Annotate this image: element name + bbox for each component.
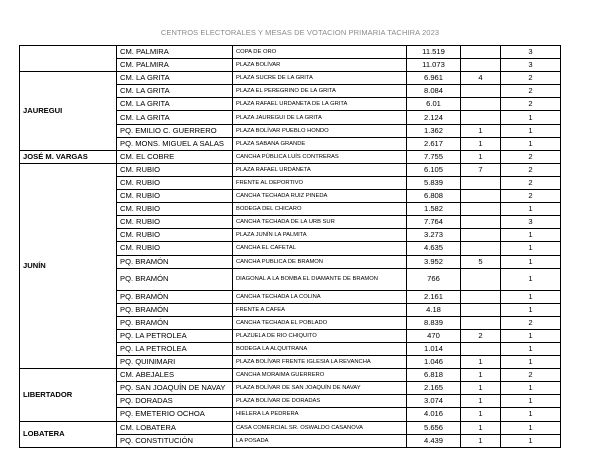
centro-cell: CANCHA TECHADA DE LA URB SUR (233, 216, 407, 229)
extra-count-cell (461, 316, 501, 329)
centro-cell: CANCHA PUBLICA DE BRAMON (233, 255, 407, 268)
centro-cell: PLAZA BOLÍVAR FRENTE IGLESIA LA REVANCHA (233, 356, 407, 369)
mesas-cell: 1 (501, 303, 561, 316)
table-row (20, 369, 561, 382)
mesas-cell: 1 (501, 268, 561, 290)
mesas-cell: 2 (501, 163, 561, 176)
centro-cell: PLAZA BOLÍVAR (233, 59, 407, 72)
electores-cell: 1.362 (407, 124, 461, 137)
parroquia-cell: PQ. EMILIO C. GUERRERO (117, 124, 233, 137)
centro-cell: PLAZA JAUREGUI DE LA GRITA (233, 111, 407, 124)
mesas-cell: 1 (501, 255, 561, 268)
extra-count-cell: 1 (461, 408, 501, 421)
centro-cell: CANCHA TECHADA LA COLINA (233, 290, 407, 303)
parroquia-cell: CM. EL COBRE (117, 150, 233, 163)
mesas-cell: 1 (501, 242, 561, 255)
electores-cell: 11.073 (407, 59, 461, 72)
table-row (20, 163, 561, 176)
centro-cell: CANCHA TECHADA RUIZ PINEDA (233, 190, 407, 203)
electores-cell: 3.952 (407, 255, 461, 268)
parroquia-cell: PQ. LA PETROLEA (117, 342, 233, 355)
extra-count-cell: 4 (461, 72, 501, 85)
extra-count-cell (461, 190, 501, 203)
parroquia-cell: CM. LA GRITA (117, 72, 233, 85)
municipio-cell: JOSÉ M. VARGAS (20, 150, 117, 163)
parroquia-cell: PQ. BRAMÓN (117, 290, 233, 303)
page-title: CENTROS ELECTORALES Y MESAS DE VOTACION PRIMARIA TACHIRA 2023 (160, 28, 440, 37)
electores-cell: 6.105 (407, 163, 461, 176)
parroquia-cell: PQ. MONS. MIGUEL A SALAS (117, 137, 233, 150)
parroquia-cell: CM. ABEJALES (117, 369, 233, 382)
extra-count-cell (461, 216, 501, 229)
extra-count-cell (461, 342, 501, 355)
electores-cell: 4.439 (407, 434, 461, 447)
mesas-cell: 3 (501, 46, 561, 59)
mesas-cell: 2 (501, 190, 561, 203)
extra-count-cell (461, 98, 501, 111)
mesas-cell: 2 (501, 176, 561, 189)
electores-cell: 4.635 (407, 242, 461, 255)
mesas-cell: 1 (501, 382, 561, 395)
mesas-cell: 1 (501, 434, 561, 447)
centro-cell: COPA DE ORO (233, 46, 407, 59)
mesas-cell: 1 (501, 124, 561, 137)
electores-cell: 3.273 (407, 229, 461, 242)
mesas-cell: 1 (501, 329, 561, 342)
mesas-cell: 1 (501, 356, 561, 369)
mesas-cell: 2 (501, 98, 561, 111)
extra-count-cell: 1 (461, 434, 501, 447)
centro-cell: FRENTE A CAFEA (233, 303, 407, 316)
mesas-cell: 1 (501, 408, 561, 421)
electores-cell: 2.617 (407, 137, 461, 150)
mesas-cell: 3 (501, 216, 561, 229)
electores-cell: 5.839 (407, 176, 461, 189)
extra-count-cell (461, 290, 501, 303)
extra-count-cell: 5 (461, 255, 501, 268)
electores-cell: 11.519 (407, 46, 461, 59)
extra-count-cell (461, 85, 501, 98)
parroquia-cell: CM. RUBIO (117, 163, 233, 176)
electores-cell: 6.818 (407, 369, 461, 382)
extra-count-cell: 1 (461, 124, 501, 137)
electores-cell: 7.755 (407, 150, 461, 163)
electores-cell: 8.839 (407, 316, 461, 329)
parroquia-cell: CM. PALMIRA (117, 59, 233, 72)
mesas-cell: 2 (501, 150, 561, 163)
mesas-cell: 2 (501, 316, 561, 329)
centro-cell: LA POSADA (233, 434, 407, 447)
mesas-cell: 1 (501, 421, 561, 434)
parroquia-cell: PQ. BRAMÓN (117, 268, 233, 290)
mesas-cell: 1 (501, 342, 561, 355)
centro-cell: PLAZA SABANA GRANDE (233, 137, 407, 150)
electores-cell: 6.808 (407, 190, 461, 203)
parroquia-cell: CM. LA GRITA (117, 98, 233, 111)
electores-cell: 7.764 (407, 216, 461, 229)
centro-cell: BODEGA LA ALQUITRANA (233, 342, 407, 355)
centro-cell: DIAGONAL A LA BOMBA EL DIAMANTE DE BRAMON (233, 268, 407, 290)
electores-cell: 6.01 (407, 98, 461, 111)
electores-cell: 2.161 (407, 290, 461, 303)
centro-cell: PLAZA BOLÍVAR DE SAN JOAQUÍN DE NAVAY (233, 382, 407, 395)
municipio-cell: LIBERTADOR (20, 369, 117, 421)
table-row (20, 46, 561, 59)
extra-count-cell: 1 (461, 421, 501, 434)
extra-count-cell: 7 (461, 163, 501, 176)
extra-count-cell (461, 46, 501, 59)
parroquia-cell: PQ. BRAMÓN (117, 303, 233, 316)
electores-cell: 3.074 (407, 395, 461, 408)
municipio-cell: LOBATERA (20, 421, 117, 447)
parroquia-cell: PQ. CONSTITUCIÓN (117, 434, 233, 447)
electores-cell: 4.18 (407, 303, 461, 316)
mesas-cell: 1 (501, 229, 561, 242)
table-row (20, 421, 561, 434)
mesas-cell: 1 (501, 111, 561, 124)
mesas-cell: 2 (501, 369, 561, 382)
extra-count-cell (461, 176, 501, 189)
electores-cell: 2.165 (407, 382, 461, 395)
centro-cell: PLAZA BOLÍVAR DE DORADAS (233, 395, 407, 408)
electores-cell: 1.014 (407, 342, 461, 355)
mesas-cell: 1 (501, 137, 561, 150)
extra-count-cell: 1 (461, 356, 501, 369)
extra-count-cell: 1 (461, 137, 501, 150)
municipio-cell (20, 46, 117, 72)
parroquia-cell: CM. RUBIO (117, 203, 233, 216)
parroquia-cell: CM. PALMIRA (117, 46, 233, 59)
parroquia-cell: PQ. SAN JOAQUÍN DE NAVAY (117, 382, 233, 395)
parroquia-cell: PQ. BRAMÓN (117, 316, 233, 329)
electores-cell: 8.084 (407, 85, 461, 98)
municipio-cell: JAUREGUI (20, 72, 117, 151)
centro-cell: PLAZA EL PEREGRINO DE LA GRITA (233, 85, 407, 98)
parroquia-cell: CM. RUBIO (117, 216, 233, 229)
centro-cell: PLAZA JUNÍN LA PALMITA (233, 229, 407, 242)
centro-cell: HIELERA LA PEDRERA (233, 408, 407, 421)
mesas-cell: 1 (501, 395, 561, 408)
parroquia-cell: CM. RUBIO (117, 190, 233, 203)
electores-cell: 2.124 (407, 111, 461, 124)
centro-cell: CANCHA MORAIMA GUERRERO (233, 369, 407, 382)
voting-centers-table (19, 45, 561, 448)
extra-count-cell (461, 111, 501, 124)
centro-cell: PLAZA RAFAEL URDANETA (233, 163, 407, 176)
centro-cell: FRENTE AL DEPORTIVO (233, 176, 407, 189)
centro-cell: CANCHA EL CAFETAL (233, 242, 407, 255)
extra-count-cell: 1 (461, 382, 501, 395)
centro-cell: PLAZA BOLÍVAR PUEBLO HONDO (233, 124, 407, 137)
electores-cell: 470 (407, 329, 461, 342)
extra-count-cell (461, 242, 501, 255)
electores-cell: 4.016 (407, 408, 461, 421)
parroquia-cell: PQ. QUINIMARI (117, 356, 233, 369)
mesas-cell: 2 (501, 85, 561, 98)
electores-cell: 5.656 (407, 421, 461, 434)
centro-cell: PLAZUELA DE RIO CHIQUITO (233, 329, 407, 342)
extra-count-cell (461, 229, 501, 242)
parroquia-cell: PQ. EMETERIO OCHOA (117, 408, 233, 421)
parroquia-cell: CM. LA GRITA (117, 85, 233, 98)
mesas-cell: 3 (501, 59, 561, 72)
table-row (20, 150, 561, 163)
extra-count-cell (461, 268, 501, 290)
extra-count-cell: 2 (461, 329, 501, 342)
extra-count-cell: 1 (461, 150, 501, 163)
parroquia-cell: CM. RUBIO (117, 242, 233, 255)
mesas-cell: 1 (501, 290, 561, 303)
centro-cell: BODEGA DEL CHICARO (233, 203, 407, 216)
parroquia-cell: CM. RUBIO (117, 176, 233, 189)
table-row (20, 72, 561, 85)
extra-count-cell (461, 203, 501, 216)
extra-count-cell (461, 59, 501, 72)
centro-cell: CANCHA TECHADA EL POBLADO (233, 316, 407, 329)
centro-cell: CASA COMERCIAL SR. OSWALDO CASANOVA (233, 421, 407, 434)
centro-cell: CANCHA PÚBLICA LUÍS CONTRERAS (233, 150, 407, 163)
electores-cell: 766 (407, 268, 461, 290)
parroquia-cell: PQ. DORADAS (117, 395, 233, 408)
electores-cell: 6.961 (407, 72, 461, 85)
parroquia-cell: CM. LA GRITA (117, 111, 233, 124)
extra-count-cell (461, 303, 501, 316)
electores-cell: 1.046 (407, 356, 461, 369)
mesas-cell: 2 (501, 72, 561, 85)
municipio-cell: JUNÍN (20, 163, 117, 368)
electores-cell: 1.582 (407, 203, 461, 216)
parroquia-cell: PQ. BRAMÓN (117, 255, 233, 268)
mesas-cell: 1 (501, 203, 561, 216)
centro-cell: PLAZA RAFAEL URDANETA DE LA GRITA (233, 98, 407, 111)
parroquia-cell: CM. LOBATERA (117, 421, 233, 434)
centro-cell: PLAZA SUCRE DE LA GRITA (233, 72, 407, 85)
extra-count-cell: 1 (461, 395, 501, 408)
parroquia-cell: PQ. LA PETROLEA (117, 329, 233, 342)
parroquia-cell: CM. RUBIO (117, 229, 233, 242)
extra-count-cell: 1 (461, 369, 501, 382)
